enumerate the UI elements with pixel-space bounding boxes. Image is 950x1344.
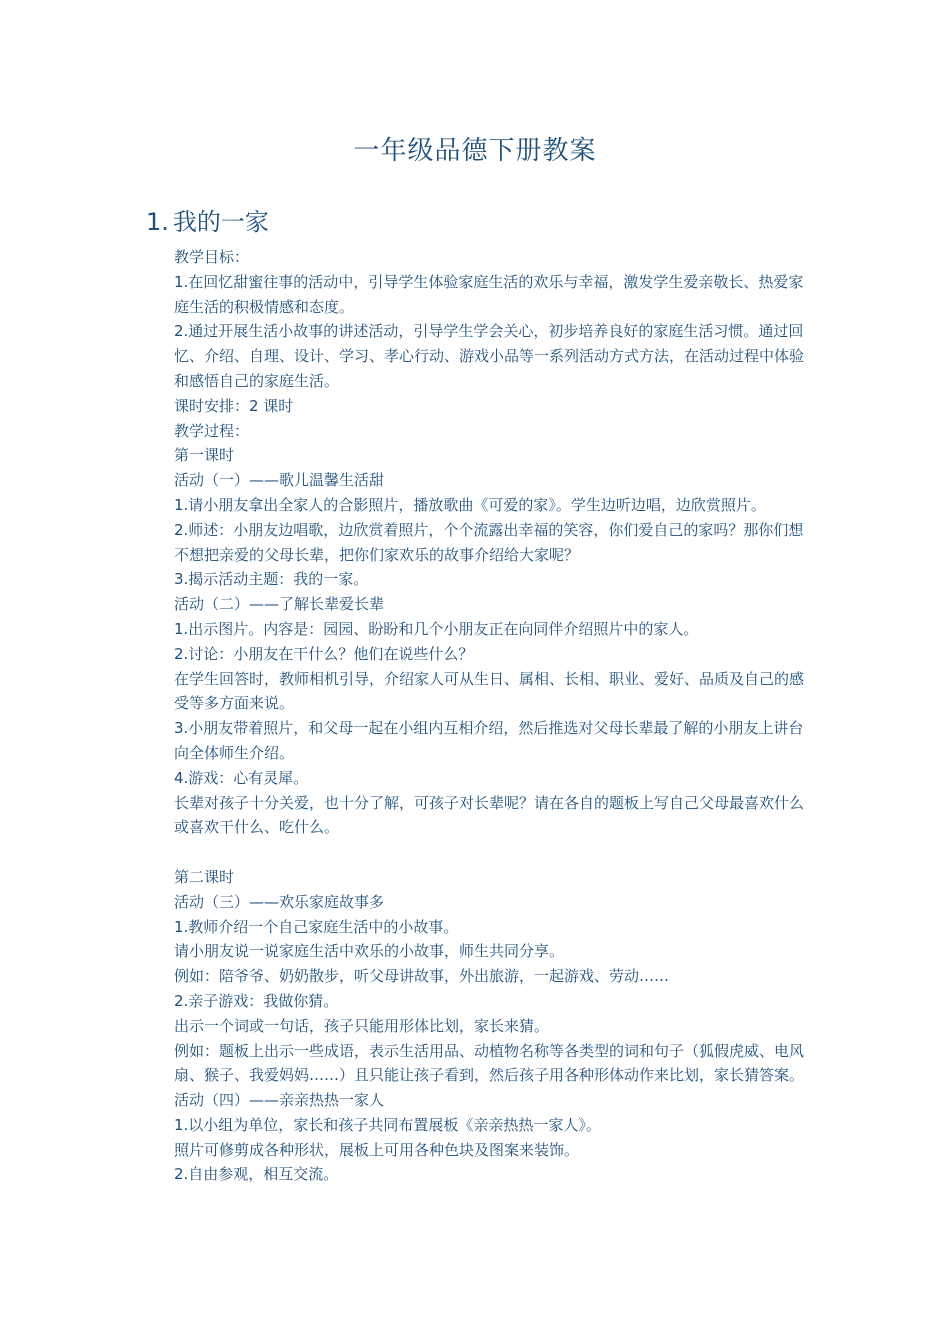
paragraph: 例如：题板上出示一些成语，表示生活用品、动植物名称等各类型的词和句子（狐假虎威、电风扇、猴子、我爱妈妈……）且只能让孩子看到，然后孩子用各种形体动作来比划，家长猜答案。 (174, 1041, 805, 1085)
paragraph: 出示一个词或一句话，孩子只能用形体比划，家长来猜。 (174, 1016, 550, 1035)
paragraph: 教学过程： (174, 421, 250, 440)
section-heading (146, 202, 269, 237)
paragraph: 2.师述：小朋友边唱歌，边欣赏着照片，个个流露出幸福的笑容，你们爱自己的家吗？那你们想不想把亲爱的父母长辈，把你们家欢乐的故事介绍给大家呢？ (174, 520, 804, 564)
paragraph: 活动（三）——欢乐家庭故事多 (174, 892, 385, 911)
paragraph: 2.自由参观，相互交流。 (174, 1165, 339, 1184)
paragraph: 第二课时 (174, 867, 235, 886)
section-number: 1. (146, 208, 169, 236)
paragraph: 活动（一）——歌儿温馨生活甜 (174, 471, 385, 490)
page-title: 一年级品德下册教案 (353, 136, 597, 166)
paragraph: 例如：陪爷爷、奶奶散步，听父母讲故事，外出旅游，一起游戏、劳动…… (174, 967, 670, 986)
paragraph: 4.游戏：心有灵犀。 (174, 768, 309, 787)
paragraph: 教学目标： (174, 248, 250, 266)
paragraph: 长辈对孩子十分关爱，也十分了解，可孩子对长辈呢？请在各自的题板上写自己父母最喜欢什么或喜欢干什么、吃什么。 (174, 793, 805, 837)
paragraph: 1.教师介绍一个自己家庭生活中的小故事。 (174, 917, 459, 936)
paragraph: 在学生回答时，教师相机引导，介绍家人可从生日、属相、长相、职业、爱好、品质及自己的感受等多方面来说。 (174, 669, 805, 713)
paragraph: 第一课时 (174, 446, 235, 465)
paragraph: 1.请小朋友拿出全家人的合影照片，播放歌曲《可爱的家》。学生边听边唱，边欣赏照片。 (174, 495, 766, 514)
blank-line (174, 840, 814, 865)
section-title: 我的一家 (172, 208, 269, 236)
paragraph: 3.小朋友带着照片，和父母一起在小组内互相介绍，然后推选对父母长辈最了解的小朋友上讲台向全体师生介绍。 (174, 719, 804, 762)
paragraph: 请小朋友说一说家庭生活中欢乐的小故事，师生共同分享。 (174, 942, 565, 961)
paragraph: 活动（四）——亲亲热热一家人 (174, 1091, 385, 1110)
paragraph: 3.揭示活动主题：我的一家。 (174, 570, 369, 589)
paragraph: 2.通过开展生活小故事的讲述活动，引导学生学会关心，初步培养良好的家庭生活习惯。通过回忆、介绍、自理、设计、学习、孝心行动、游戏小品等一系列活动方式方法，在活动过程中体验和感悟自己的家庭生活。 (174, 322, 805, 390)
paragraph: 活动（二）——了解长辈爱长辈 (174, 595, 385, 614)
paragraph: 1.出示图片。内容是：园园、盼盼和几个小朋友正在向同伴介绍照片中的家人。 (174, 619, 699, 638)
paragraph: 2.讨论：小朋友在干什么？他们在说些什么？ (174, 644, 474, 663)
paragraph: 1.在回忆甜蜜往事的活动中，引导学生体验家庭生活的欢乐与幸福，激发学生爱亲敬长、热爱家庭生活的积极情感和态度。 (174, 272, 804, 316)
paragraph: 课时安排：2 课时 (174, 396, 294, 415)
paragraph: 1.以小组为单位，家长和孩子共同布置展板《亲亲热热一家人》。 (174, 1115, 601, 1134)
lesson-plan-body (174, 245, 814, 1187)
paragraph: 2.亲子游戏：我做你猜。 (174, 991, 339, 1010)
paragraph: 照片可修剪成各种形状，展板上可用各种色块及图案来装饰。 (174, 1140, 580, 1159)
